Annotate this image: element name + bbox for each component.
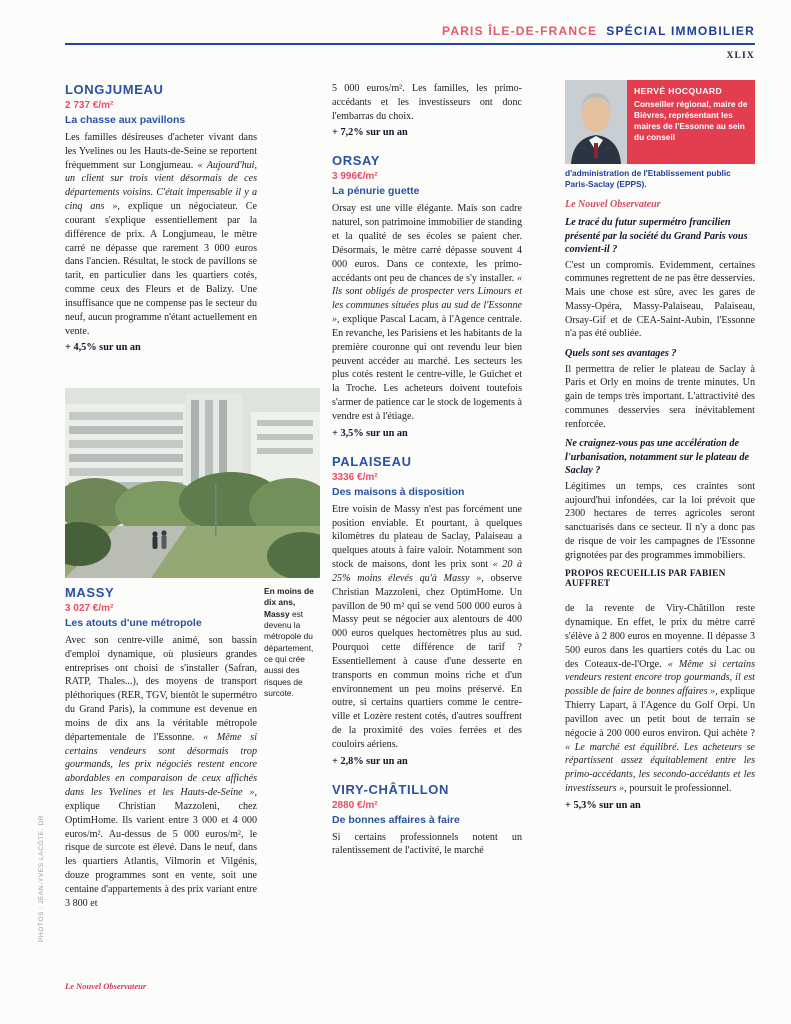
price-per-sqm: 3 027 €/m² <box>65 603 114 614</box>
price-per-sqm: 2880 €/m² <box>332 799 378 811</box>
article-subtitle: La pénurie guette <box>332 185 420 198</box>
interview-box <box>565 80 755 589</box>
article-palaiseau <box>332 454 522 767</box>
article-title: LONGJUMEAU <box>65 82 164 97</box>
article-subtitle: La chasse aux pavillons <box>65 114 186 126</box>
kicker <box>65 24 755 38</box>
article-massy <box>65 585 257 911</box>
article-title: PALAISEAU <box>332 453 412 469</box>
page-header <box>65 24 755 61</box>
photo-credit: PHOTOS : JEAN-YVES LACÔTE. DR <box>38 814 45 942</box>
price-trend: + 5,3% sur un an <box>565 799 641 811</box>
article-body-continued: 5 000 euros/m². Les familles, les primo-accédants et les investisseurs ont donc l'embarras du choix. <box>332 83 522 122</box>
article-body: Si certains professionnels notent un ralentissement de l'activité, le marché <box>332 831 522 857</box>
article-body: Orsay est une ville élégante. Mais son cadre naturel, son patrimoine immobilier de standing et la qualité de ses écoles se paient cher. Désormais, le mètre carré dépasse souvent 4 000 euros. Dans ce contexte, les primo-accédants ont peu de chances de s'y installer. « Ils sont obligés de prospecter vers Limours et les communes situées plus au sud de l'Essonne », explique Pascal Lacam, à l'Agence centrale. En revanche, les Parisiens et les habitants de la première couronne qui ont revendu leur bien peuvent accéder au marché. Les secteurs les plus cotés restent le centre-ville, le Guichet et la Troche. Les acheteurs doivent toutefois s'armer de patience car le stock de logements à vendre est à l'étiage. <box>332 203 522 422</box>
price-per-sqm: 2 737 €/m² <box>65 100 114 111</box>
article-body: Avec son centre-ville animé, son bassin d'emploi dynamique, où plusieurs grandes entreprises ont choisi de s'installer (Safran, RATP, Thales...), des moyens de transport pléthoriques (RER, TGV, bientôt le supermétro du Grand Paris), la commune est devenue en moins de dix ans la véritable métropole départementale de l'Essonne. « Même si certains vendeurs sont désormais trop gourmands, les prix négociés restent encore abordables en comparaison de ceux affichés dans les Yvelines et les Hauts-de-Seine », explique Christian Mazzoleni, chez OptimHome. Ils varient entre 3 000 et 4 000 euros/m². Au-dessus de 5 000 euros/m², le risque de surcote est élevé. Dans le neuf, dans les quartiers Atlantis, Vilmorin et Vilgénis, douze programmes sont en vente, soit une centaine d'appartements à des prix variant entre 3 800 et <box>65 635 257 909</box>
article-title: VIRY-CHÂTILLON <box>332 781 449 797</box>
article-viry <box>332 782 522 859</box>
price-per-sqm: 3 996€/m² <box>332 171 378 183</box>
interview-source: Le Nouvel Observateur <box>565 199 661 211</box>
interview-question-3: Ne craignez-vous pas une accélération de l'urbanisation, notamment sur le plateau de Saclay ? <box>565 438 749 477</box>
article-subtitle: Des maisons à disposition <box>332 485 465 498</box>
article-orsay <box>332 153 522 438</box>
portrait-illustration <box>565 80 627 164</box>
interviewee-name: HERVÉ HOCQUARD <box>634 86 723 96</box>
article-viry-continued <box>565 602 755 811</box>
article-body: Les familles désireuses d'acheter vivant dans les Yvelines ou les Hauts-de-Seine se reportent fréquemment sur Longjumeau. « Aujourd'hui, un client sur trois vient désormais de ces départements voisins. C'était impensable il y a cinq ans », explique un négociateur. Ce courant s'explique essentiellement par la différence de prix. A Longjumeau, le mètre carré ne dépasse que rarement 3 000 euros dans l'ancien. Résultat, le stock de pavillons se tarit, en particulier dans les quartiers cotés, comme ceux des Fleurs et de Balizy. Une insuffisance que ne compense pas le secteur du neuf, aucun programme n'étant actuellement en vente. <box>65 132 257 337</box>
footer-magazine-name: Le Nouvel Observateur <box>65 981 147 991</box>
street-scene-illustration <box>65 388 320 578</box>
article-massy-continued <box>332 82 522 138</box>
article-title: MASSY <box>65 585 115 600</box>
price-per-sqm: 3336 €/m² <box>332 471 378 483</box>
article-body: Etre voisin de Massy n'est pas forcément une position enviable. Et pourtant, à quelques kilomètres du plateau de Saclay, Palaiseau a quelques atouts à faire valoir. Notamment son stock de maisons, dont les prix sont « 20 à 25% moins élevés qu'à Massy », observe Christian Mazzoleni, chez OptimHome. Un pavillon de 90 m² qui se vend 500 000 euros à Massy peut se négocier aux alentours de 400 000 euros quelques hectomètres plus au sud. Pourquoi cette différence de tarif ? Essentiellement à cause d'une desserte en transports en commun moins riche et d'un environnement un peu moins préservé. En outre, si certains quartiers comme le centre-ville et Lozère restent cotés, d'autres souffrent de la proximité des voies ferrées et des couloirs aériens. <box>332 503 522 750</box>
kicker-region: PARIS ÎLE-DE-FRANCE <box>442 24 598 38</box>
interview-header <box>565 80 755 164</box>
kicker-section: SPÉCIAL IMMOBILIER <box>606 24 755 38</box>
price-trend: + 4,5% sur un an <box>65 342 141 354</box>
interviewee-role-continued: d'administration de l'Etablissement public Paris-Saclay (EPPS). <box>565 168 731 190</box>
price-trend: + 3,5% sur un an <box>332 427 408 439</box>
interviewee-role: Conseiller régional, maire de Bièvres, représentant les maires de l'Essonne au sein du conseil <box>634 99 748 143</box>
article-title: ORSAY <box>332 153 381 169</box>
interview-question-2: Quels sont ses avantages ? <box>565 348 677 360</box>
page-folio: XLIX <box>726 51 755 61</box>
massy-street-photo <box>65 388 320 578</box>
header-rule <box>65 43 755 45</box>
interview-answer-3: Légitimes un temps, ces craintes sont aujourd'hui infondées, car la loi prévoit que 2300 hectares de terres agricoles seront sanctuarisés dans ce secteur. Il n'y a donc pas de risque de voir les campagnes de l'Essonne grignotées par des programmes immobiliers. <box>565 480 755 561</box>
interview-byline: PROPOS RECUEILLIS PAR FABIEN AUFFRET <box>565 569 726 590</box>
interview-answer-1: C'est un compromis. Evidemment, certaines communes regrettent de ne pas être desservies. Mais une chose est sûre, avec les gares de Massy-Opéra, Massy-Palaiseau, Palaiseau, Orsay-Gif et de CEA-Saint-Aubin, l'Essonne n'a pas été oubliée. <box>565 259 755 340</box>
interview-role-box <box>627 80 755 164</box>
article-subtitle: De bonnes affaires à faire <box>332 813 460 826</box>
photo-caption: En moins de dix ans, Massy est devenu la métropole du département, ce qui crée aussi des risques de surcote. <box>264 586 314 699</box>
price-trend: + 2,8% sur un an <box>332 755 408 767</box>
article-subtitle: Les atouts d'une métropole <box>65 617 202 629</box>
herve-hocquard-portrait <box>565 80 627 164</box>
interview-answer-2: Il permettra de relier le plateau de Saclay à Paris et Orly en moins de trente minutes. Un gain de temps très important. L'attractivité des communes desservies sera inévitablement renforcée. <box>565 363 755 430</box>
column-3 <box>565 80 755 811</box>
column-2 <box>332 82 522 873</box>
article-body-continued: de la revente de Viry-Châtillon reste dynamique. En effet, le prix du mètre carré s'élève à 2 800 euros en moyenne. Il dépasse 3 500 euros dans les quartiers cotés du Lac ou des Coteaux-de-l'Orge. « Même si certains vendeurs restent encore trop gourmands, il est possible de faire de bonnes affaires », explique Thierry Lapart, à l'Agence du Golf Orpi. Un pavillon avec un petit bout de terrain se négocie à 200 000 euros environ. Qui achète ? « Le marché est équilibré. Les acheteurs se répartissent assez équitablement entre les primo-accédants, les secondo-accédants et les investisseurs », poursuit le professionnel. <box>565 603 756 794</box>
interview-question-1: Le tracé du futur supermétro francilien présenté par la société du Grand Paris vous convient-il ? <box>565 217 748 256</box>
price-trend: + 7,2% sur un an <box>332 127 408 139</box>
article-longjumeau <box>65 82 257 353</box>
